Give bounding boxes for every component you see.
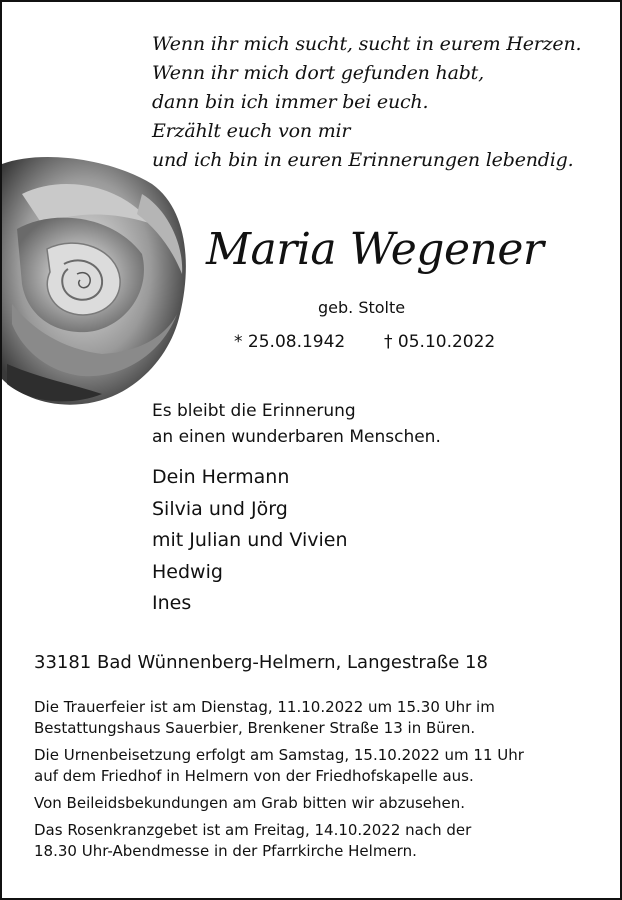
memory-line: Es bleibt die Erinnerung xyxy=(152,401,356,421)
family-member: Silvia und Jörg xyxy=(152,497,288,520)
maiden-name: geb. Stolte xyxy=(318,298,406,317)
info-line: 18.30 Uhr-Abendmesse in der Pfarrkirche Helmern. xyxy=(34,842,417,860)
family-member: Ines xyxy=(152,592,192,614)
info-line: auf dem Friedhof in Helmern von der Friedhofskapelle aus. xyxy=(34,767,474,785)
poem-line: Erzählt euch von mir xyxy=(152,120,351,142)
funeral-info xyxy=(34,697,604,868)
family-list xyxy=(152,462,348,620)
info-line: Die Urnenbeisetzung erfolgt am Samstag, 15.10.2022 um 11 Uhr xyxy=(34,746,524,764)
death-date: † 05.10.2022 xyxy=(384,332,496,352)
family-member: Dein Hermann xyxy=(152,466,290,488)
info-line: Von Beileidsbekundungen am Grab bitten wir abzusehen. xyxy=(34,794,466,812)
family-member: Hedwig xyxy=(152,560,223,583)
poem xyxy=(152,30,612,175)
info-line: Die Trauerfeier ist am Dienstag, 11.10.2022 um 15.30 Uhr im xyxy=(34,698,495,716)
memory-line: an einen wunderbaren Menschen. xyxy=(152,427,441,447)
poem-line: Wenn ihr mich sucht, sucht in eurem Herzen. xyxy=(152,33,582,55)
family-member: mit Julian und Vivien xyxy=(152,529,348,551)
info-line: Das Rosenkranzgebet ist am Freitag, 14.10.2022 nach der xyxy=(34,821,472,839)
info-paragraph xyxy=(34,745,604,787)
info-paragraph xyxy=(34,697,604,739)
memory-text xyxy=(152,398,441,450)
poem-line: dann bin ich immer bei euch. xyxy=(152,91,429,113)
rose-photo xyxy=(2,154,190,406)
deceased-name: Maria Wegener xyxy=(206,224,544,275)
poem-line: und ich bin in euren Erinnerungen lebendig. xyxy=(152,149,574,171)
life-dates xyxy=(234,332,495,352)
info-line: Bestattungshaus Sauerbier, Brenkener Straße 13 in Büren. xyxy=(34,719,476,737)
info-paragraph xyxy=(34,820,604,862)
info-paragraph xyxy=(34,793,604,814)
address: 33181 Bad Wünnenberg-Helmern, Langestraße 18 xyxy=(34,652,488,673)
birth-date: * 25.08.1942 xyxy=(234,332,346,352)
poem-line: Wenn ihr mich dort gefunden habt, xyxy=(152,62,484,84)
